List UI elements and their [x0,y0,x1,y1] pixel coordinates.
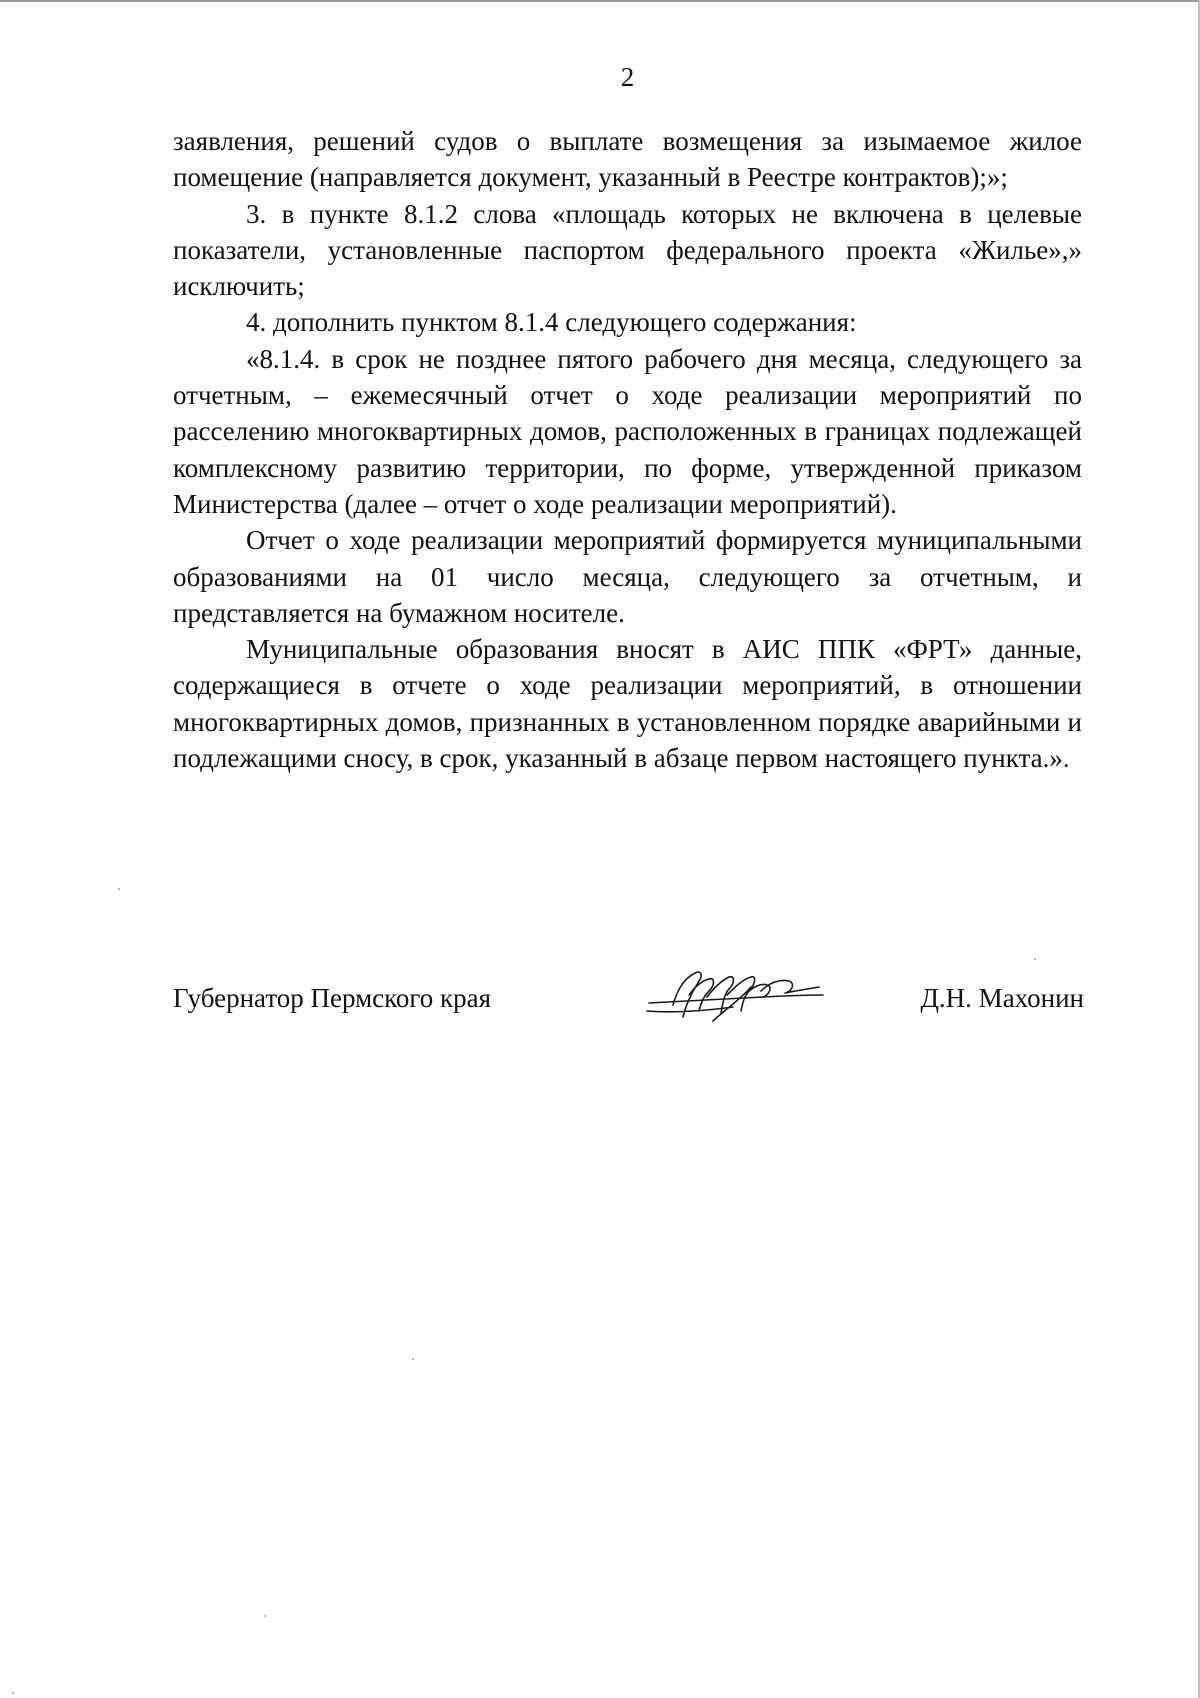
scan-edge-top [0,0,1200,2]
paragraph-item-4: 4. дополнить пунктом 8.1.4 следующего содержания: [246,307,857,338]
paragraph-ais-data-entry: Муниципальные образования вносят в АИС ППК «ФРТ» данные, содержащиеся в отчете о ходе реализации мероприятий, в отношении многоквартирных домов, признанных в установленном порядке аварийными и подлежащими сносу, в срок, указанный в абзаце первом настоящего пункта.». [173,634,1082,774]
signer-title: Губернатор Пермского края [173,983,492,1013]
signature-block [173,983,1084,1043]
scan-speck [264,1615,266,1617]
scan-speck [118,888,120,890]
page-number: 2 [620,62,635,92]
paragraph-item-3: 3. в пункте 8.1.2 слова «площадь которых не включена в целевые показатели, установленные паспортом федерального проекта «Жилье»,» исключить; [173,198,1082,302]
scan-speck [12,1692,14,1694]
signer-name: Д.Н. Махонин [920,983,1084,1013]
paragraph-continuation: заявления, решений судов о выплате возмещения за изымаемое жилое помещение (направляется документ, указанный в Реестре контрактов);»; [173,126,1082,193]
handwritten-signature-icon [643,961,843,1031]
paragraph-report-formation: Отчет о ходе реализации мероприятий формируется муниципальными образованиями на 01 число месяца, следующего за отчетным, и представляется на бумажном носителе. [173,525,1082,628]
paragraph-clause-8-1-4: «8.1.4. в срок не позднее пятого рабочего дня месяца, следующего за отчетным, – ежемесячный отчет о ходе реализации мероприятий по расселению многоквартирных домов, расположенных в границах подлежащей комплексному развитию территории, по форме, утвержденной приказом Министерства (далее – отчет о ходе реализации мероприятий). [173,343,1082,519]
document-body [173,123,1082,776]
scan-speck [412,1358,414,1360]
scan-speck [1034,958,1036,960]
